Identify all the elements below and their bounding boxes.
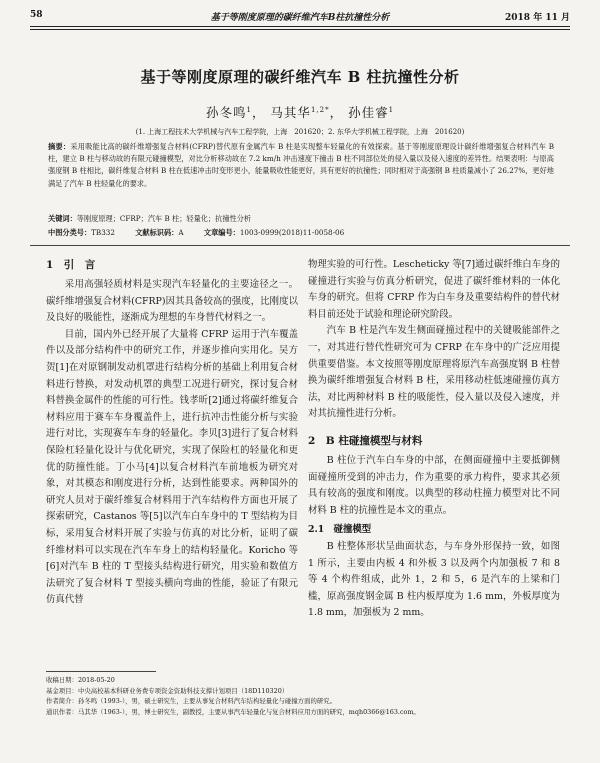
clc-label: 中图分类号：: [48, 228, 92, 237]
paragraph: 目前，国内外已经开展了大量将 CFRP 运用于汽车覆盖件以及部分结构件中的研究工作，并逐步推向实用化。吴方贺[1]在对原钢制发动机罩进行结构分析的基础上利用复合材料进行替换，对发动机罩的典型工况进行研究，探讨复合材料替换金属件的性能的可行性。钱孝昕[2]通过将碳纤维复合材料应用于赛车车身覆盖件上，进行抗冲击性能分析与实验进行对比，实现赛车车身的轻量化。李贝[3]进行了复合材料保险杠轻量化设计与优化研究，实现了保险杠的轻量化和更优的防撞性能。丁小马[4]以复合材料汽车前地板为研究对象，对其模态和刚度进行分析，达到性能要求。两种国外的研究人员对于碳纤维复合材料用于汽车结构件方面也开展了探索研究，Castanos 等[5]以汽车白车身中的 T 型结构为目标，采用复合材料开展了实验与仿真的对比分析，证明了碳纤维材料可以实现在汽车车身上的结构轻量化。Koricho 等[6]对汽车 B 柱的 T 型接头结构进行研究，用实验和数值方法研究了复合材料 T 型接头横向弯曲的性能，验证了有限元仿真代替: [46, 328, 298, 606]
footnote-author-bio: 作者简介：孙冬鸣（1993-），男，硕士研究生，主要从事复合材料汽车结构轻量化与碰撞方面的研究。: [46, 697, 337, 705]
section-heading: 2 B 柱碰撞模型与材料: [308, 434, 423, 447]
paragraph: B 柱位于汽车白车身的中部，在侧面碰撞中主要抵御侧面碰撞所受到的冲击力，作为重要的承力构件，要求其必须具有较高的强度和刚度。以典型的移动柱撞力模型对比不同材料 B 柱的抗撞性是本文的重点。: [308, 454, 560, 516]
footnote-received: 收稿日期：2018-05-20: [46, 676, 115, 684]
author-affiliation-mark: 1: [246, 105, 252, 114]
abstract-text: 采用吸能比高的碳纤维增强复合材料(CFRP)替代原有金属汽车 B 柱是实现整车轻量化的有效探索。基于等刚度原理设计碳纤维增强复合材料汽车 B 柱，建立 B 柱与移动故的有限元碰撞模型，对比分析移动故在 7.2 km/h 冲击速度下撞击 B 柱不同部位处的侵入量以及侵入速度的差异性。结果表明：与原高强度钢 B 柱相比，碳纤维复合材料 B 柱在低速冲击时变形更小，能量吸收性能更好，具有更好的抗撞性；同时相对于高强钢 B 柱质量减小了 26.27%，更好地满足了汽车 B 柱轻量化的要求。: [48, 142, 554, 188]
subsection-heading: 2.1 碰撞模型: [308, 524, 372, 536]
author-list: 孙冬鸣$^1$， 马其华$^{1,2*}$， 孙佳睿$^1$: [205, 105, 395, 120]
affiliation: (1. 上海工程技术大学机械与汽车工程学院，上海 201620；2. 东华大学机械工程学院，上海 201620): [135, 128, 465, 136]
article-id-value: 1003-0999(2018)11-0058-06: [239, 228, 345, 237]
author-affiliation-mark: 1,2*: [310, 105, 330, 114]
left-column: [46, 257, 298, 609]
running-title: 基于等刚度原理的碳纤维汽车B柱抗撞性分析: [210, 13, 390, 23]
footnote-funding: 基金项目：中央高校基本科研业务费专项资金资助科技支撑计划项目（18D110320）: [46, 686, 289, 695]
running-header: [30, 10, 570, 24]
doc-code-label: 文献标识码：: [135, 228, 179, 237]
section-divider: [30, 245, 570, 246]
classification-line: [48, 227, 554, 239]
paragraph: 物理实验的可行性。Lescheticky 等[7]通过碳纤维白车身的碰撞进行实验与仿真分析研究，促进了碳纤维材料的一体化车身的研究。但将 CFRP 作为白车身及重要结构件的替代材料目前还处于试验和理论研究阶段。: [308, 259, 560, 320]
author-name: 孙冬鸣: [205, 105, 247, 120]
author-affiliation-mark: 1: [388, 105, 395, 114]
keywords: [48, 213, 554, 225]
footnotes: [46, 675, 564, 717]
abstract-label: 摘要：: [48, 142, 71, 151]
clc-value: TB332: [91, 228, 115, 237]
section-heading: 1 引 言: [46, 259, 96, 271]
author-name: 孙佳睿: [348, 105, 389, 120]
header-rule: [30, 26, 570, 30]
doc-code-value: A: [178, 228, 184, 237]
keywords-text: 等刚度原理；CFRP；汽车 B 柱；轻量化；抗撞性分析: [76, 214, 252, 223]
article-id-label: 文章编号：: [203, 228, 240, 237]
paper-title: 基于等刚度原理的碳纤维汽车 B 柱抗撞性分析: [140, 68, 460, 86]
abstract: [48, 141, 554, 190]
footnote-rule: [46, 671, 156, 672]
page-number: 58: [30, 10, 43, 20]
keywords-label: 关键词：: [48, 214, 77, 223]
paragraph: 采用高强轻质材料是实现汽车轻量化的主要途径之一。碳纤维增强复合材料(CFRP)因其具备较高的强度，比刚度以及良好的吸能性，逐渐成为理想的车身替代材料之一。: [46, 279, 298, 324]
right-column: [308, 257, 560, 622]
author-name: 马其华: [270, 105, 311, 120]
issue-date: 2018 年 11 月: [505, 13, 570, 23]
paragraph: B 柱整体形状呈曲面状态，与车身外形保持一致，如图 1 所示，主要由内板 4 和外板 3 以及两个内加强板 7 和 8 等 4 个构件组成，此外 1，2 和 5，6 是汽车的上梁和门槛，原高强度钢金属 B 柱内板厚度为 1.6 mm，外板厚度为 1.8 mm，加强板为 2 mm。: [308, 540, 560, 619]
paragraph: 汽车 B 柱是汽车发生侧面碰撞过程中的关键吸能部件之一，对其进行替代性研究可为 CFRP 在车身中的广泛应用提供重要借鉴。本文按照等刚度原理将原汽车高强度钢 B 柱替换为碳纤维增强复合材料 B 柱，采用移动柱低速碰撞仿真方法，对比两种材料 B 柱的吸能性，侵入量以及侵入速度，并对其抗撞性进行分析。: [308, 325, 560, 420]
footnote-corresponding-author: 通讯作者：马其华（1963-），男，博士研究生，副教授，主要从事汽车轻量化与复合材料应用方面的研究，mqh0366@163.com。: [46, 707, 420, 716]
